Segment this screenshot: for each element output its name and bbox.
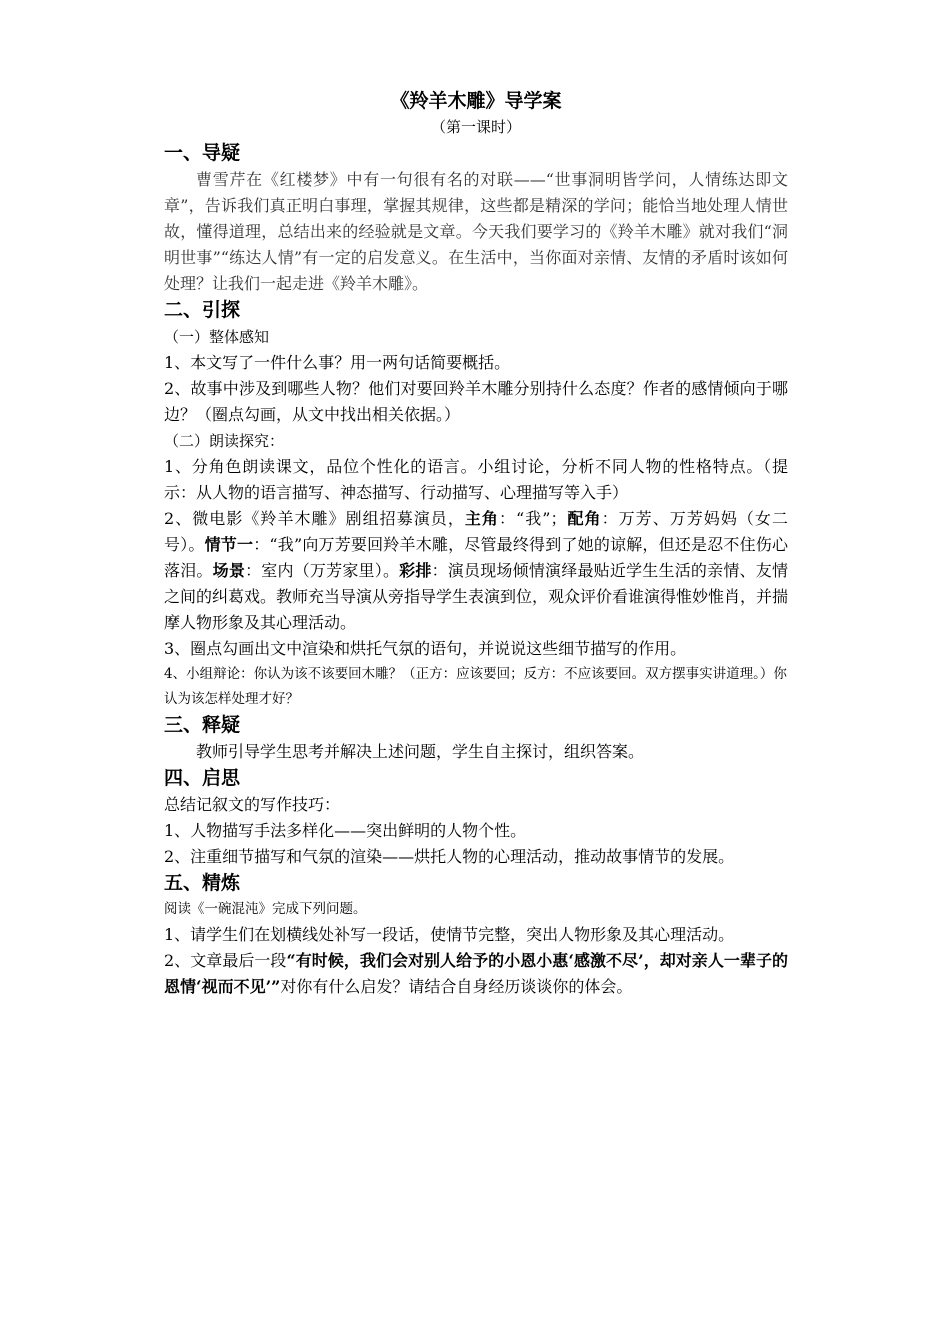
- section-heading-4: 四、启思: [164, 767, 241, 789]
- section-5-question-2-lead: 2、文章最后一段: [164, 951, 287, 970]
- reading-task-2-part-g: ：演员现场倾情演绎最贴近学生生活的亲情、友情之间的纠葛戏。教师充当导演从旁指导学生表演到位，观众评价看谁演得惟妙惟肖，并揣摩人物形象及其心理活动。: [164, 561, 789, 632]
- section-4-intro: 总结记叙文的写作技巧：: [164, 795, 341, 814]
- reading-task-3: 3、圈点勾画出文中渲染和烘托气氛的语句，并说说这些细节描写的作用。: [164, 639, 687, 658]
- page-title: 《羚羊木雕》导学案: [390, 90, 562, 112]
- reading-task-2-part-c: ：“我”；: [498, 509, 567, 528]
- reading-task-2-part-e: ：“我”向万芳要回羚羊木雕，尽管最终得到了她的谅解，但还是忍不住伤心落泪。: [164, 535, 788, 580]
- reading-task-1: 1、分角色朗读课文，品位个性化的语言。小组讨论，分析不同人物的性格特点。（提示：从人物的语言描写、神态描写、行动描写、心理描写等入手）: [164, 457, 788, 502]
- section-5-question-2: [164, 948, 788, 1000]
- label-supporting-role: 配角: [566, 509, 602, 528]
- document-content: [164, 86, 788, 1000]
- section-heading-2: 二、引探: [164, 299, 241, 321]
- section-4-point-2: 2、注重细节描写和气氛的渲染——烘托人物的心理活动，推动故事情节的发展。: [164, 847, 735, 866]
- label-plot-one: 情节一: [204, 535, 254, 554]
- section-heading-1: 一、导疑: [164, 142, 241, 164]
- label-rehearsal: 彩排: [399, 561, 432, 580]
- section-5-intro: 阅读《一碗混沌》完成下列问题。: [164, 901, 367, 917]
- reading-task-2-part-f: ：室内（万芳家里）。: [245, 561, 400, 580]
- reading-task-2-part-a: 2、微电影《羚羊木雕》剧组招募演员，: [164, 509, 465, 528]
- section-1-paragraph: 曹雪芹在《红楼梦》中有一句很有名的对联——“世事洞明皆学问，人情练达即文章”，告诉我们真正明白事理，掌握其规律，这些都是精深的学问；能恰当地处理人情世故，懂得道理，总结出来的经验就是文章。今天我们要学习的《羚羊木雕》就对我们“洞明世事”“练达人情”有一定的启发意义。在生活中，当你面对亲情、友情的矛盾时该如何处理？让我们一起走进《羚羊木雕》。: [164, 170, 788, 293]
- subsection-2-label: （二）朗读探究：: [164, 432, 285, 450]
- page-subtitle: （第一课时）: [430, 118, 521, 136]
- reading-task-2-part-d: ：万芳、万芳妈妈（女二号）。: [164, 509, 788, 554]
- section-5-question-1: 1、请学生们在划横线处补写一段话，使情节完整，突出人物形象及其心理活动。: [164, 925, 735, 944]
- reading-task-4: 4、小组辩论：你认为该不该要回木雕？（正方：应该要回；反方：不应该要回。双方摆事实讲道理。）你认为该怎样处理才好？: [164, 666, 787, 707]
- question-2: 2、故事中涉及到哪些人物？他们对要回羚羊木雕分别持什么态度？作者的感情倾向于哪边？（圈点勾画，从文中找出相关依据。）: [164, 379, 788, 424]
- question-1: 1、本文写了一件什么事？用一两句话简要概括。: [164, 353, 511, 372]
- section-4-point-1: 1、人物描写手法多样化——突出鲜明的人物个性。: [164, 821, 527, 840]
- label-scene: 场景: [212, 561, 246, 580]
- section-heading-5: 五、精炼: [164, 872, 241, 894]
- label-lead-role: 主角: [464, 509, 499, 528]
- section-3-paragraph: 教师引导学生思考并解决上述问题，学生自主探讨，组织答案。: [196, 742, 645, 761]
- section-5-quote: “有时候，我们会对别人给予的小恩小惠‘感激不尽’，却对亲人一辈子的恩情‘视而不见’”: [164, 951, 788, 996]
- section-5-question-2-tail: 对你有什么启发？请结合自身经历谈谈你的体会。: [280, 977, 633, 996]
- section-heading-3: 三、释疑: [164, 714, 241, 736]
- subsection-1-label: （一）整体感知: [164, 328, 270, 346]
- reading-task-2: [164, 506, 788, 636]
